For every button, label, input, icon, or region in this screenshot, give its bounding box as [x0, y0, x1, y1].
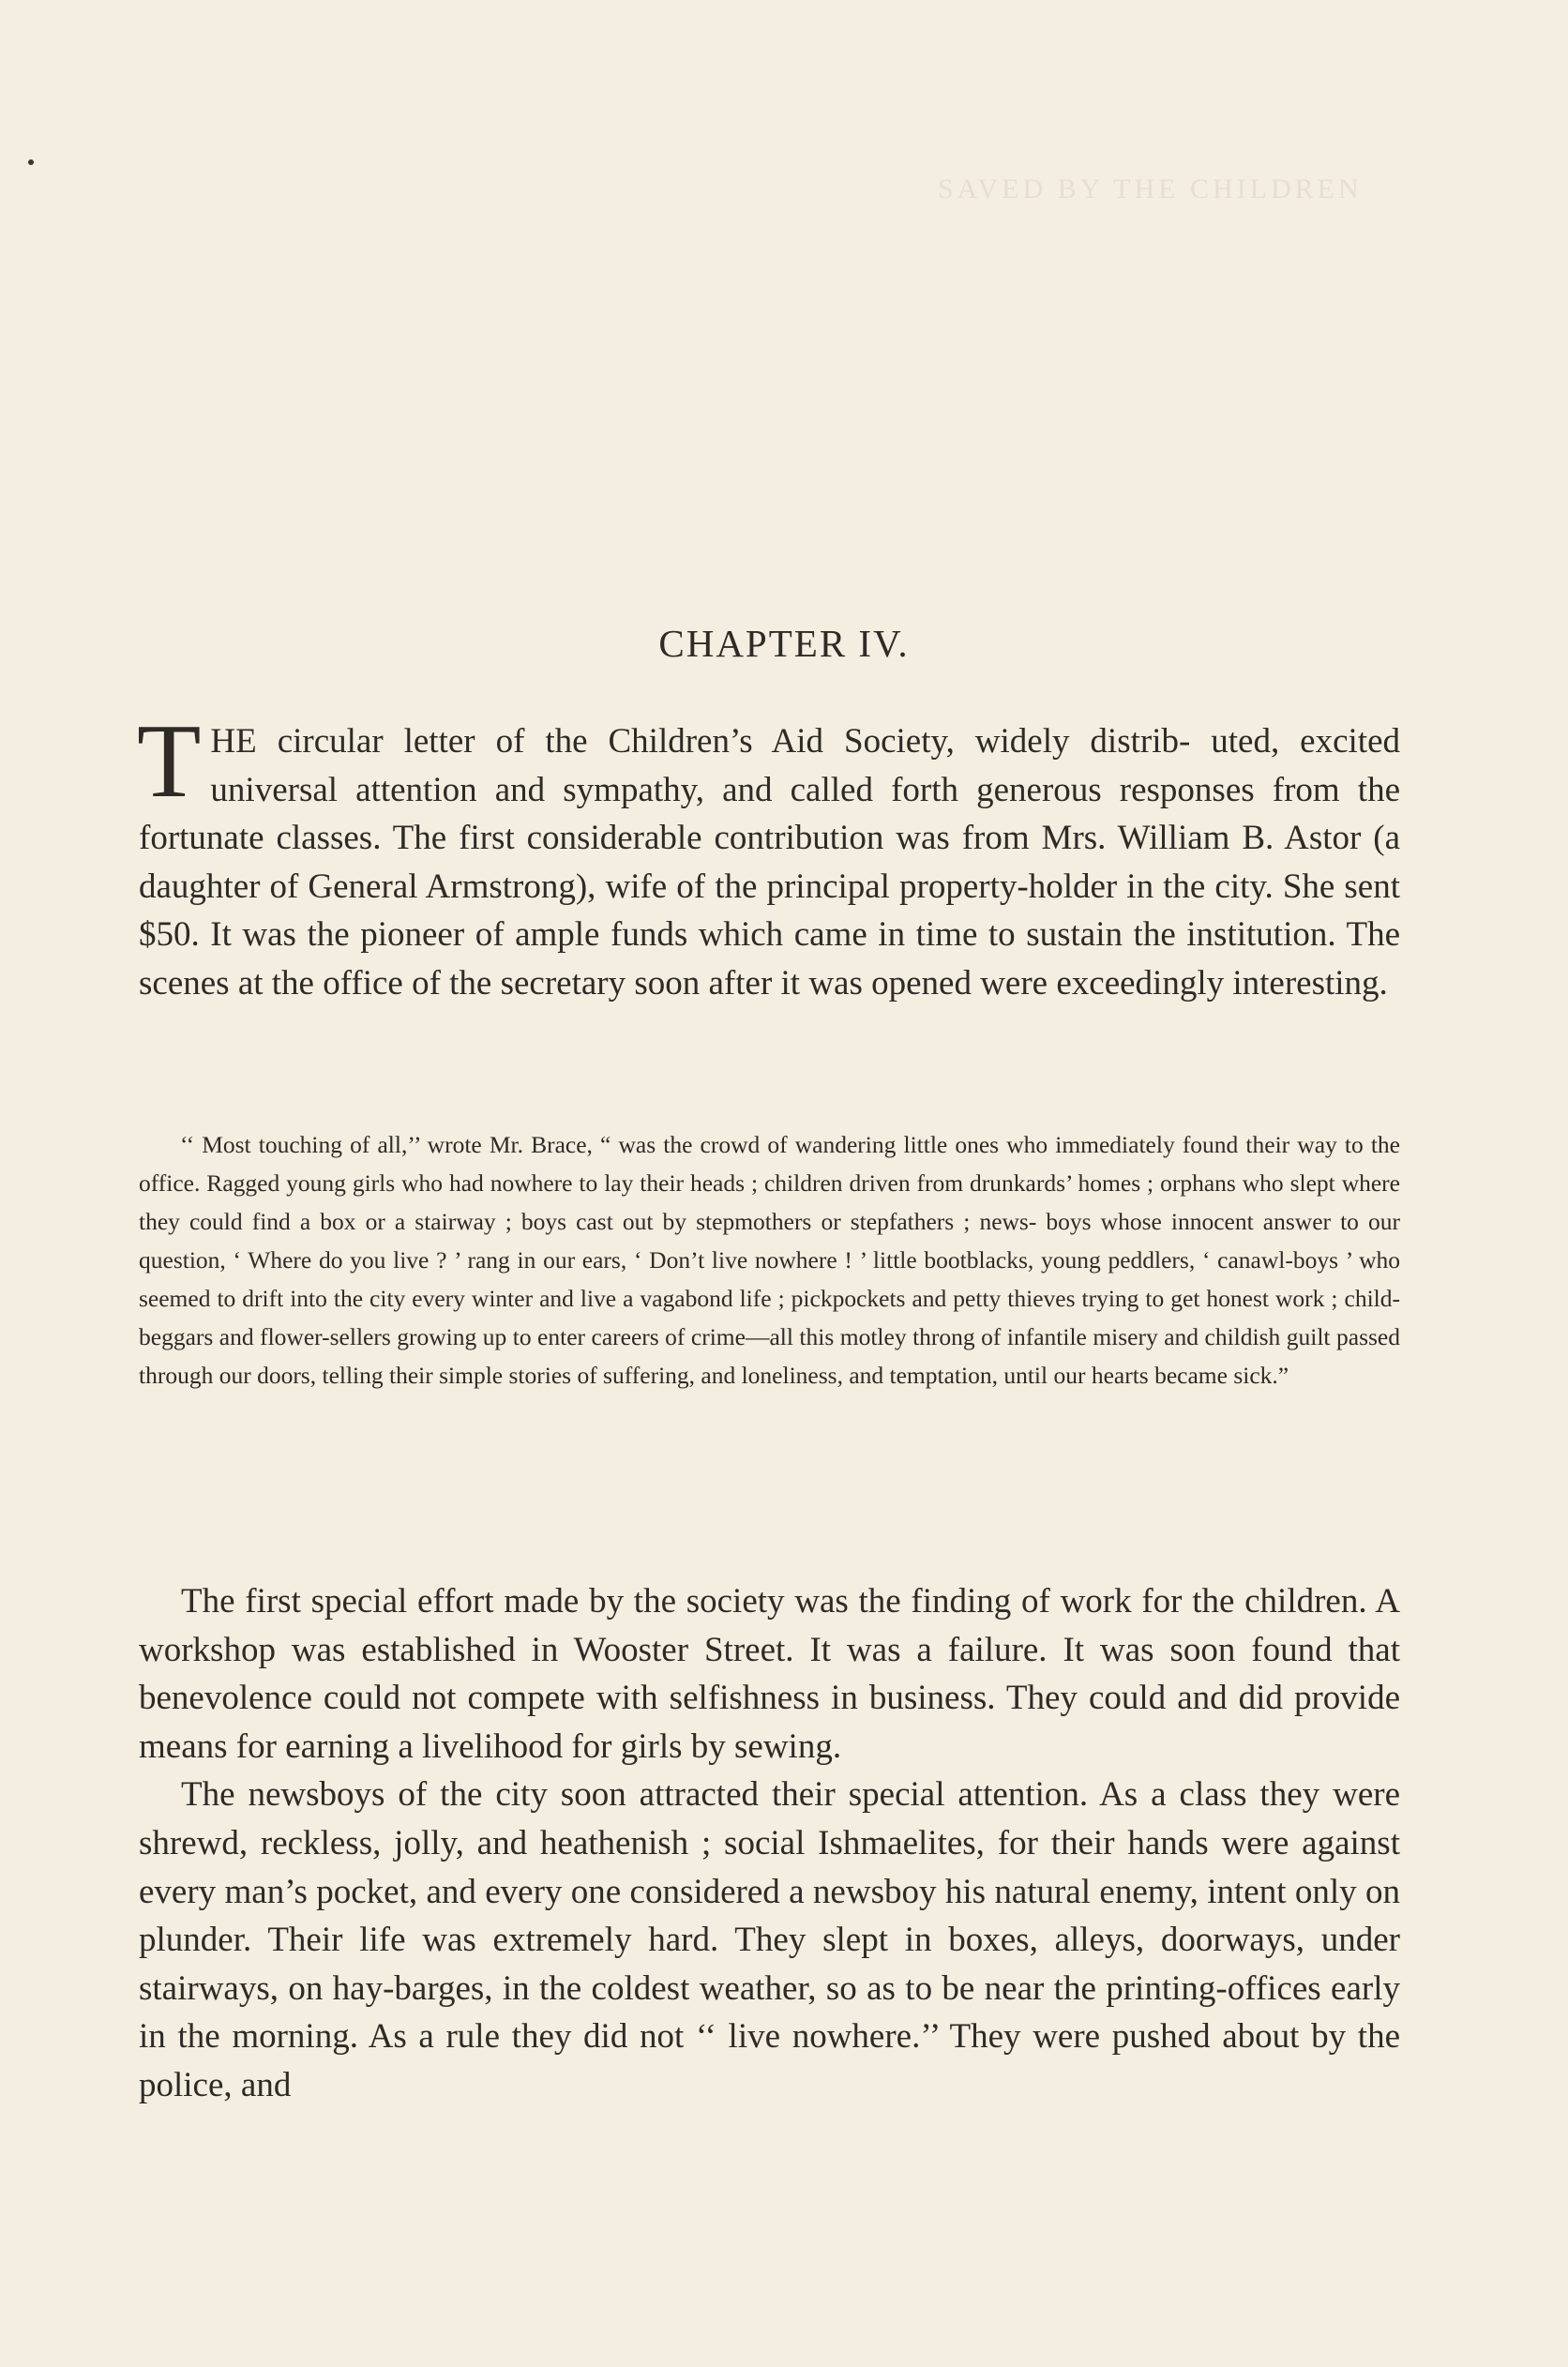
opening-text: HE circular letter of the Children’s Aid Society, widely distrib- uted, excited universal attention and sympathy, and called forth generous responses from the fortunate classes. The first considerable contribution was from Mrs. William B. Astor (a daughter of General Armstrong), wife of the principal property-holder in the city. She sent $50. It was the pioneer of ample funds which came in time to sustain the institution. The scenes at the office of the secretary soon after it was opened were exceedingly interesting. [139, 722, 1400, 1003]
block-quote [139, 1125, 1400, 1395]
paragraph: The newsboys of the city soon attracted their special attention. As a class they were shrewd, reckless, jolly, and heathenish ; social Ishmaelites, for their hands were against every man’s pocket, and every one considered a newsboy his natural enemy, intent only on plunder. Their life was extremely hard. They slept in boxes, alleys, doorways, under stairways, on hay-barges, in the coldest weather, so as to be near the printing-offices early in the morning. As a rule they did not ‘‘ live nowhere.’’ They were pushed about by the police, and [139, 1775, 1400, 2104]
bleed-through-header: SAVED BY THE CHILDREN [938, 173, 1363, 204]
chapter-title: CHAPTER IV. [658, 622, 910, 665]
opening-paragraph [137, 703, 1400, 1008]
paragraph: The first special effort made by the society was the finding of work for the children. A workshop was established in Wooster Street. It was a failure. It was soon found that benevolence could not compete with selfishness in business. They could and did provide means for earning a livelihood for girls by sewing. [139, 1582, 1400, 1766]
quote-text: ‘‘ Most touching of all,’’ wrote Mr. Brace, “ was the crowd of wandering little ones who immediately found their way to the office. Ragged young girls who had nowhere to lay their heads ; children driven from drunkards’ homes ; orphans who slept where they could find a box or a stairway ; boys cast out by stepmothers or stepfathers ; news- boys whose innocent answer to our question, ‘ Where do you live ? ’ rang in our ears, ‘ Don’t live nowhere ! ’ little bootblacks, young peddlers, ‘ canawl-boys ’ who seemed to drift into the city every winter and live a vagabond life ; pickpockets and petty thieves trying to get honest work ; child-beggars and flower-sellers growing up to enter careers of crime—all this motley throng of infantile misery and childish guilt passed through our doors, telling their simple stories of suffering, and loneliness, and temptation, until our hearts became sick.” [139, 1131, 1400, 1389]
drop-cap: T [137, 703, 202, 820]
body-text [139, 1577, 1400, 2110]
ink-speck [28, 159, 34, 165]
